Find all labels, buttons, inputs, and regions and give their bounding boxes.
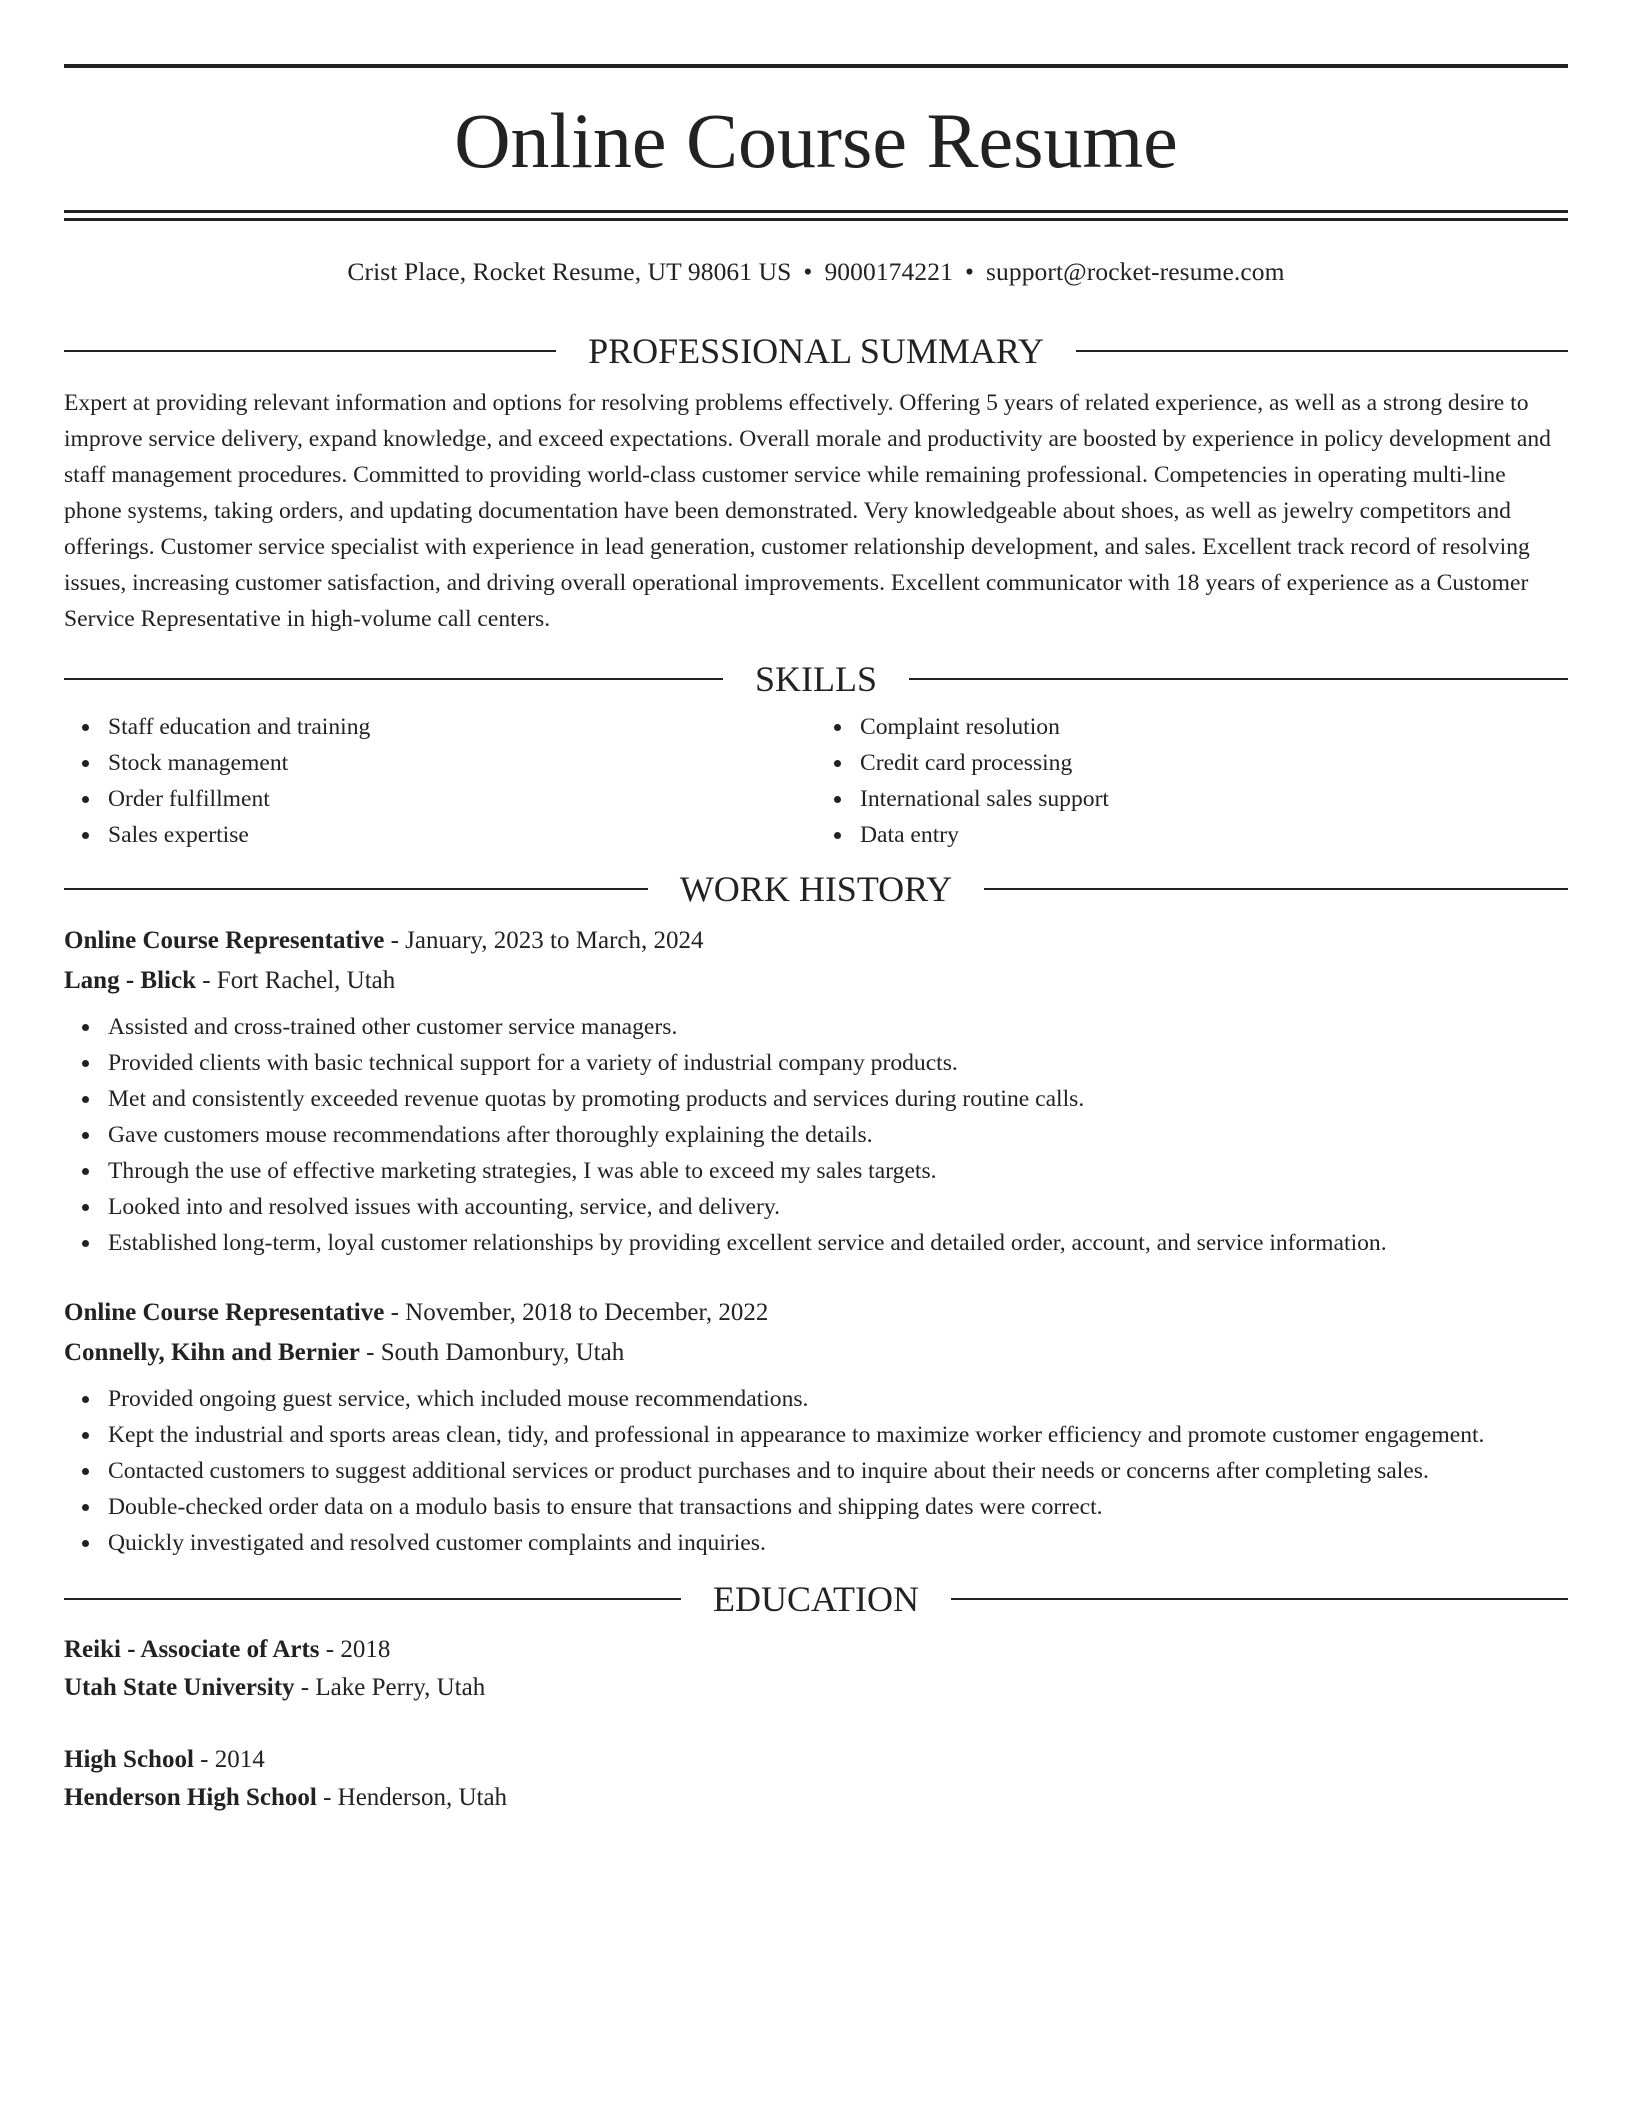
education-year: - 2018 — [319, 1636, 391, 1663]
skill-item: Staff education and training — [108, 709, 816, 745]
work-heading — [64, 869, 1568, 909]
summary-text: Expert at providing relevant information and options for resolving problems effectively. Offering 5 years of related experience, as well as a strong desire to improve service delivery, expand knowledge, and exceed expectations. Overall morale and productivity are boosted by experience in policy development and staff management procedures. Committed to providing world-class customer service while remaining professional. Competencies in operating multi-line phone systems, taking orders, and updating documentation have been demonstrated. Very knowledgeable about shoes, as well as jewelry competitors and offerings. Customer service specialist with experience in lead generation, customer relationship development, and sales. Excellent track record of resolving issues, increasing customer satisfaction, and driving overall operational improvements. Excellent communicator with 18 years of experience as a Customer Service Representative in high-volume call centers. — [64, 390, 1551, 632]
education-school: Utah State University — [64, 1674, 295, 1701]
job-dates: - November, 2018 to December, 2022 — [384, 1299, 769, 1326]
job-bullet: Quickly investigated and resolved customer complaints and inquiries. — [108, 1525, 1568, 1561]
skills-column-left — [64, 709, 816, 853]
heading-rule — [909, 678, 1568, 680]
job-bullet: Through the use of effective marketing strategies, I was able to exceed my sales targets. — [108, 1153, 1568, 1189]
skill-item: Order fulfillment — [108, 781, 816, 817]
skill-item: Sales expertise — [108, 817, 816, 853]
education-location: - Henderson, Utah — [316, 1784, 508, 1811]
job-dates: - January, 2023 to March, 2024 — [384, 927, 704, 954]
job-title-line — [64, 1293, 1568, 1333]
education-year: - 2014 — [193, 1746, 265, 1773]
summary-heading — [64, 331, 1568, 371]
job-title: Online Course Representative — [64, 927, 385, 954]
education-entry — [64, 1631, 1568, 1707]
resume-title: Online Course Resume — [454, 97, 1178, 184]
job-bullets — [64, 1381, 1568, 1561]
job-bullet: Provided ongoing guest service, which included mouse recommendations. — [108, 1381, 1568, 1417]
summary-heading-label: PROFESSIONAL SUMMARY — [588, 331, 1044, 371]
job-entry — [64, 921, 1568, 1261]
skill-item: International sales support — [860, 781, 1568, 817]
skills-list — [64, 709, 1568, 853]
heading-rule — [64, 350, 556, 352]
education-school: Henderson High School — [64, 1784, 317, 1811]
job-title-line — [64, 921, 1568, 961]
heading-rule — [951, 1598, 1568, 1600]
heading-rule — [64, 678, 723, 680]
skill-item: Credit card processing — [860, 745, 1568, 781]
job-company: Connelly, Kihn and Bernier — [64, 1339, 360, 1366]
job-company-line — [64, 1333, 1568, 1373]
education-degree: High School — [64, 1746, 194, 1773]
skill-item: Stock management — [108, 745, 816, 781]
job-company-line — [64, 961, 1568, 1001]
job-location: - South Damonbury, Utah — [359, 1339, 625, 1366]
job-bullet: Double-checked order data on a modulo basis to ensure that transactions and shipping dates were correct. — [108, 1489, 1568, 1525]
heading-rule — [984, 888, 1568, 890]
education-degree-line — [64, 1741, 1568, 1779]
job-bullet: Kept the industrial and sports areas clean, tidy, and professional in appearance to maximize worker efficiency and promote customer engagement. — [108, 1417, 1568, 1453]
heading-rule — [1076, 350, 1568, 352]
education-school-line — [64, 1779, 1568, 1817]
job-bullet: Provided clients with basic technical support for a variety of industrial company products. — [108, 1045, 1568, 1081]
skills-column-right — [816, 709, 1568, 853]
job-company: Lang - Blick — [64, 967, 196, 994]
contact-address: Crist Place, Rocket Resume, UT 98061 US — [347, 257, 792, 286]
education-degree: Reiki - Associate of Arts — [64, 1636, 320, 1663]
contact-separator: • — [964, 257, 974, 286]
double-rule — [64, 210, 1568, 221]
education-entry — [64, 1741, 1568, 1817]
contact-separator: • — [803, 257, 813, 286]
skill-item: Complaint resolution — [860, 709, 1568, 745]
heading-rule — [64, 1598, 681, 1600]
job-bullet: Assisted and cross-trained other customer service managers. — [108, 1009, 1568, 1045]
education-degree-line — [64, 1631, 1568, 1669]
top-rule — [64, 64, 1568, 68]
education-school-line — [64, 1669, 1568, 1707]
skills-heading — [64, 659, 1568, 699]
work-heading-label: WORK HISTORY — [679, 869, 953, 909]
job-title: Online Course Representative — [64, 1299, 385, 1326]
skills-heading-label: SKILLS — [755, 659, 878, 699]
contact-phone: 9000174221 — [824, 257, 953, 286]
skill-item: Data entry — [860, 817, 1568, 853]
job-bullet: Established long-term, loyal customer relationships by providing excellent service and detailed order, account, and service information. — [108, 1225, 1568, 1261]
education-heading-label: EDUCATION — [713, 1579, 919, 1619]
heading-rule — [64, 888, 648, 890]
education-location: - Lake Perry, Utah — [294, 1674, 486, 1701]
job-bullet: Gave customers mouse recommendations after thoroughly explaining the details. — [108, 1117, 1568, 1153]
contact-email[interactable]: support@rocket-resume.com — [985, 257, 1285, 286]
contact-line — [64, 257, 1568, 287]
job-bullet: Met and consistently exceeded revenue quotas by promoting products and services during routine calls. — [108, 1081, 1568, 1117]
job-bullet: Looked into and resolved issues with accounting, service, and delivery. — [108, 1189, 1568, 1225]
job-entry — [64, 1293, 1568, 1561]
job-bullets — [64, 1009, 1568, 1261]
job-bullet: Contacted customers to suggest additional services or product purchases and to inquire about their needs or concerns after completing sales. — [108, 1453, 1568, 1489]
education-heading — [64, 1579, 1568, 1619]
job-location: - Fort Rachel, Utah — [195, 967, 396, 994]
